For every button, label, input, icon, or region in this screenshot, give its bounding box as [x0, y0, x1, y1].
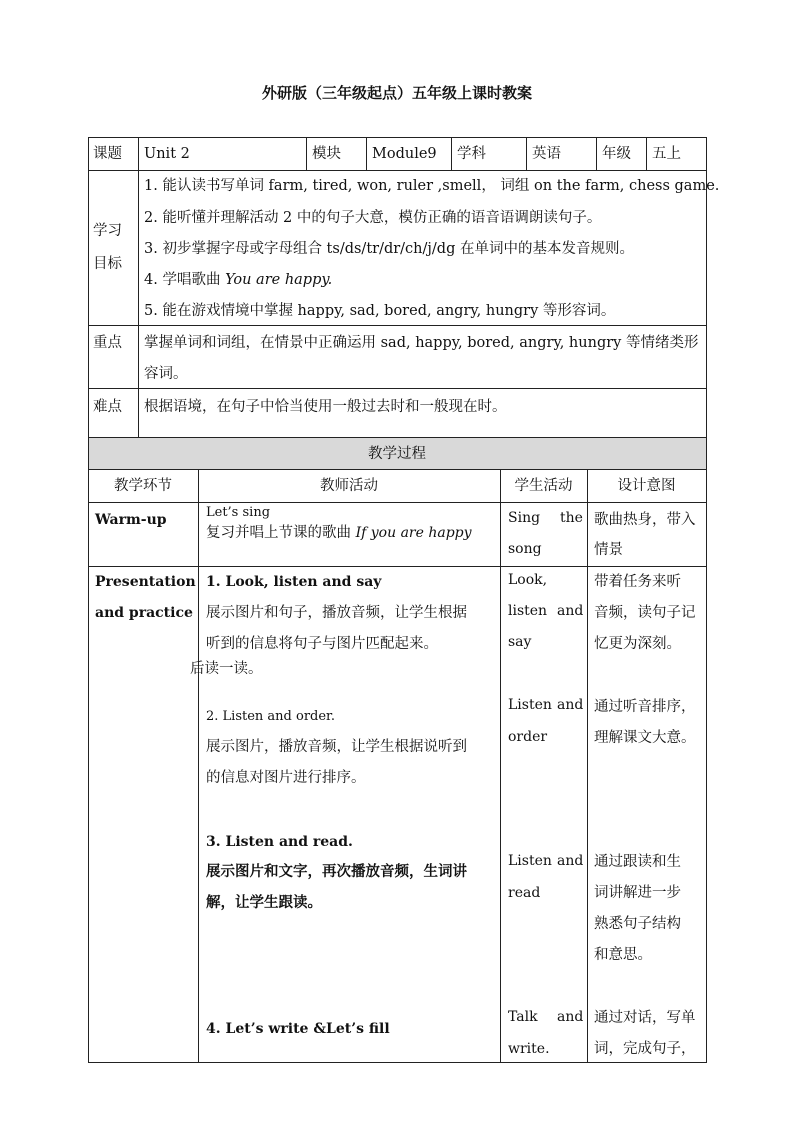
- warmup-stage: Warm-up: [95, 512, 167, 528]
- step-purpose: 通过跟读和生: [594, 854, 681, 870]
- warmup-student-word: Sing: [508, 510, 541, 526]
- objective-item: 3. 初步掌握字母或字母组合 ts/ds/tr/dr/ch/j/dg 在单词中的基本发音规则。: [144, 241, 634, 257]
- step-purpose: 音频，读句子记: [594, 605, 696, 621]
- objective-item: 5. 能在游戏情境中掌握 happy, sad, bored, angry, hungry 等形容词。: [144, 303, 616, 319]
- student-activity: and: [557, 697, 584, 713]
- module-label: 模块: [312, 146, 341, 162]
- key-points-text: 掌握单词和词组，在情景中正确运用 sad, happy, bored, angry, hungry 等情绪类形: [144, 335, 699, 351]
- difficulty-label: 难点: [93, 399, 122, 415]
- step-purpose: 忆更为深刻。: [594, 636, 681, 652]
- student-activity: Listen: [508, 697, 552, 713]
- step-purpose: 和意思。: [594, 947, 652, 963]
- objective-item: 2. 能听懂并理解活动 2 中的句子大意，模仿正确的语音语调朗读句子。: [144, 210, 602, 226]
- objective-item: 4. 学唱歌曲 You are happy.: [144, 272, 333, 288]
- step-purpose: 词讲解进一步: [594, 885, 681, 901]
- column-header: 学生活动: [514, 478, 573, 494]
- grade-value: 五上: [652, 146, 681, 162]
- step-body: 解，让学生跟读。: [206, 894, 322, 911]
- key-points-text: 容词。: [144, 366, 188, 382]
- objectives-label-2: 目标: [93, 256, 122, 272]
- student-activity: Look,: [508, 572, 548, 588]
- student-activity: Listen: [508, 853, 552, 869]
- warmup-teacher-line: 复习并唱上节课的歌曲 If you are happy: [206, 525, 472, 541]
- step-heading: 1. Look, listen and say: [206, 574, 382, 590]
- difficulty-text: 根据语境，在句子中恰当使用一般过去时和一般现在时。: [144, 399, 507, 415]
- step-body: 展示图片，播放音频，让学生根据说听到: [206, 739, 467, 755]
- student-activity: listen: [508, 603, 548, 619]
- warmup-purpose: 歌曲热身，带入: [594, 512, 696, 528]
- student-activity: and: [557, 603, 584, 619]
- student-activity: Talk: [508, 1009, 538, 1025]
- student-activity: order: [508, 729, 548, 745]
- step-purpose: 词，完成句子，: [594, 1041, 696, 1057]
- step-body: 展示图片和文字，再次播放音频，生词讲: [206, 863, 467, 880]
- grade-label: 年级: [602, 146, 631, 162]
- topic-value: Unit 2: [144, 146, 190, 162]
- step-heading: 4. Let’s write &Let’s fill: [206, 1021, 390, 1037]
- page-title: 外研版（三年级起点）五年级上课时教案: [261, 84, 532, 102]
- objective-item: 1. 能认读书写单词 farm, tired, won, ruler ,smell， 词组 on the farm, chess game.: [144, 178, 720, 194]
- topic-label: 课题: [93, 146, 122, 162]
- process-header: 教学过程: [368, 446, 426, 462]
- step-purpose: 带着任务来听: [594, 574, 681, 590]
- step-body: 后读一读。: [190, 661, 263, 677]
- step-heading: 3. Listen and read.: [206, 834, 353, 850]
- presentation-stage: and practice: [95, 605, 193, 621]
- step-body: 的信息对图片进行排序。: [206, 770, 366, 786]
- student-activity: write.: [508, 1041, 550, 1057]
- subject-value: 英语: [532, 146, 561, 162]
- warmup-student-word: the: [560, 510, 583, 526]
- student-activity: say: [508, 634, 532, 650]
- student-activity: and: [557, 1009, 584, 1025]
- step-purpose: 理解课文大意。: [594, 730, 696, 746]
- step-purpose: 通过对话，写单: [594, 1010, 696, 1026]
- step-purpose: 通过听音排序，: [594, 699, 696, 715]
- presentation-stage: Presentation: [95, 574, 196, 590]
- student-activity: and: [557, 853, 584, 869]
- warmup-student-word: song: [508, 541, 542, 557]
- step-body: 听到的信息将句子与图片匹配起来。: [206, 636, 438, 652]
- column-header: 教学环节: [114, 478, 172, 494]
- step-purpose: 熟悉句子结构: [594, 916, 681, 932]
- student-activity: read: [508, 885, 541, 901]
- step-heading: 2. Listen and order.: [206, 709, 335, 724]
- objectives-label-1: 学习: [93, 223, 122, 239]
- column-header: 教师活动: [320, 478, 378, 494]
- warmup-purpose: 情景: [594, 542, 623, 558]
- subject-label: 学科: [457, 146, 486, 162]
- key-points-label: 重点: [93, 335, 122, 351]
- step-body: 展示图片和句子，播放音频，让学生根据: [206, 605, 467, 621]
- warmup-teacher-line: Let’s sing: [206, 505, 271, 520]
- column-header: 设计意图: [617, 478, 676, 494]
- module-value: Module9: [372, 146, 437, 162]
